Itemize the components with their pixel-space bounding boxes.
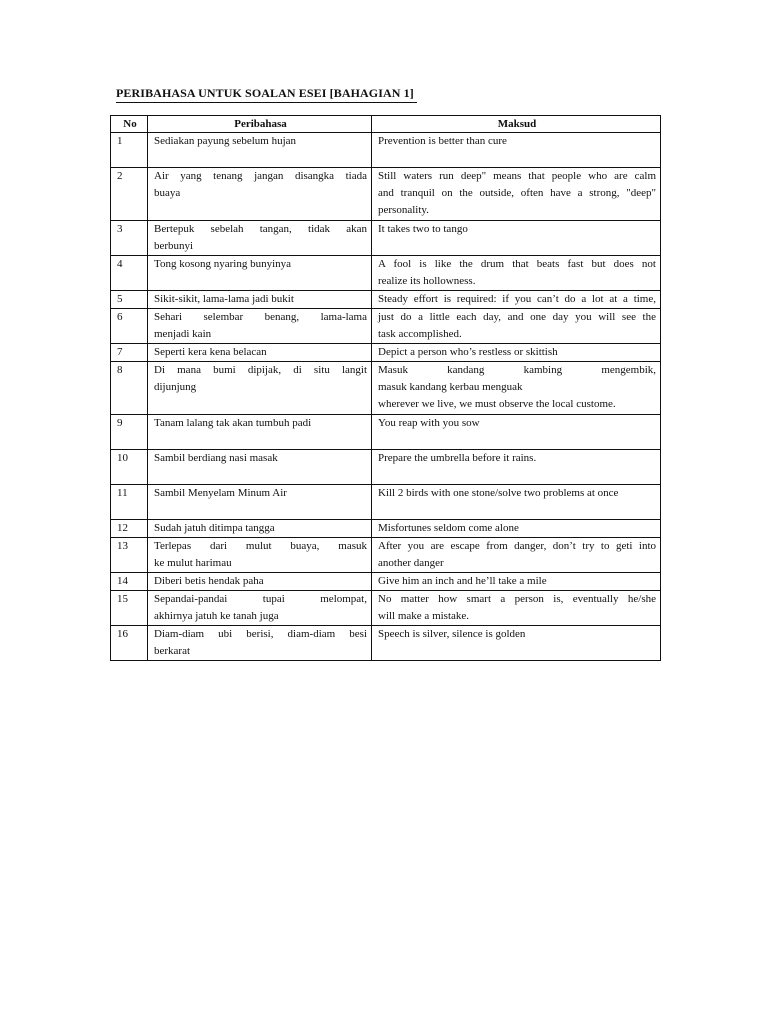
peribahasa-cell-line: berkarat [154,645,191,657]
peribahasa-cell [148,344,372,362]
table-row [111,450,661,485]
maksud-cell-line: task accomplished. [378,328,462,340]
peribahasa-cell [148,309,372,344]
peribahasa-cell-line: Sikit-sikit, lama-lama jadi bukit [154,293,294,305]
peribahasa-cell-line: ke mulut harimau [154,557,232,569]
row-number: 11 [111,485,148,520]
table-row [111,591,661,626]
row-number: 5 [111,291,148,309]
maksud-cell-line: Give him an inch and he’ll take a mile [378,575,547,587]
document-title: PERIBAHASA UNTUK SOALAN ESEI [BAHAGIAN 1] [116,86,417,103]
row-number: 8 [111,362,148,415]
peribahasa-cell-line: Bertepuk sebelah tangan, tidak akan [154,223,367,235]
maksud-cell [372,485,661,520]
maksud-cell-line: It takes two to tango [378,223,468,235]
maksud-cell-line: and tranquil on the outside, often have a strong, "deep" [378,187,656,199]
peribahasa-cell [148,168,372,221]
peribahasa-cell-line: Tong kosong nyaring bunyinya [154,258,292,270]
maksud-cell-line: just do a little each day, and one day you will see the [378,311,656,323]
row-number: 9 [111,415,148,450]
row-number: 12 [111,520,148,538]
maksud-cell [372,450,661,485]
peribahasa-cell [148,256,372,291]
row-number: 16 [111,626,148,661]
table-row [111,520,661,538]
header-maksud: Maksud [372,116,661,133]
peribahasa-cell [148,291,372,309]
maksud-cell-line: Prepare the umbrella before it rains. [378,452,537,464]
peribahasa-cell-line: akhirnya jatuh ke tanah juga [154,610,279,622]
peribahasa-cell-line: Tanam lalang tak akan tumbuh padi [154,417,312,429]
peribahasa-cell-line: dijunjung [154,381,197,393]
maksud-cell [372,221,661,256]
peribahasa-cell-line: buaya [154,187,181,199]
maksud-cell-line: No matter how smart a person is, eventually he/she [378,593,656,605]
maksud-cell-line: will make a mistake. [378,610,470,622]
row-number: 7 [111,344,148,362]
maksud-cell [372,415,661,450]
maksud-cell-line: Masuk kandang kambing mengembik, [378,364,656,376]
table-row [111,485,661,520]
maksud-cell-line: After you are escape from danger, don’t try to geti into [378,540,656,552]
peribahasa-cell-line: Sudah jatuh ditimpa tangga [154,522,275,534]
table-row [111,133,661,168]
table-row [111,626,661,661]
maksud-cell-line: Prevention is better than cure [378,135,507,147]
header-peribahasa: Peribahasa [148,116,372,133]
maksud-cell [372,256,661,291]
table-row [111,415,661,450]
row-number: 6 [111,309,148,344]
peribahasa-cell-line: Air yang tenang jangan disangka tiada [154,170,367,182]
maksud-cell [372,309,661,344]
maksud-cell-line: Kill 2 birds with one stone/solve two problems at once [378,487,619,499]
peribahasa-cell-line: Diberi betis hendak paha [154,575,264,587]
peribahasa-cell-line: menjadi kain [154,328,212,340]
maksud-cell [372,538,661,573]
maksud-cell-line: A fool is like the drum that beats fast but does not [378,258,656,270]
row-number: 2 [111,168,148,221]
maksud-cell [372,291,661,309]
table-row [111,291,661,309]
peribahasa-cell [148,362,372,415]
peribahasa-cell [148,626,372,661]
peribahasa-cell-line: Di mana bumi dipijak, di situ langit [154,364,367,376]
maksud-cell-line: You reap with you sow [378,417,480,429]
peribahasa-cell [148,133,372,168]
peribahasa-cell-line: Sambil berdiang nasi masak [154,452,278,464]
maksud-cell [372,591,661,626]
maksud-cell-line: wherever we live, we must observe the local custome. [378,398,616,410]
maksud-cell [372,133,661,168]
peribahasa-cell [148,415,372,450]
maksud-cell-line: Depict a person who’s restless or skittish [378,346,558,358]
table-header-row [111,116,661,133]
maksud-cell-line: personality. [378,204,429,216]
maksud-cell [372,168,661,221]
peribahasa-cell [148,538,372,573]
peribahasa-cell-line: berbunyi [154,240,194,252]
peribahasa-cell-line: Terlepas dari mulut buaya, masuk [154,540,367,552]
table-row [111,309,661,344]
maksud-cell-line: Still waters run deep" means that people who are calm [378,170,656,182]
peribahasa-cell-line: Diam-diam ubi berisi, diam-diam besi [154,628,367,640]
proverb-table [110,115,661,661]
peribahasa-cell-line: Seperti kera kena belacan [154,346,267,358]
peribahasa-cell [148,450,372,485]
peribahasa-cell-line: Sediakan payung sebelum hujan [154,135,297,147]
peribahasa-cell [148,591,372,626]
table-row [111,344,661,362]
peribahasa-cell-line: Sepandai-pandai tupai melompat, [154,593,367,605]
table-row [111,573,661,591]
header-no: No [111,116,148,133]
maksud-cell-line: Steady effort is required: if you can’t do a lot at a time, [378,293,656,305]
maksud-cell [372,573,661,591]
table-row [111,168,661,221]
table-row [111,221,661,256]
maksud-cell-line: another danger [378,557,444,569]
row-number: 14 [111,573,148,591]
row-number: 3 [111,221,148,256]
maksud-cell [372,626,661,661]
peribahasa-cell [148,520,372,538]
maksud-cell-line: Speech is silver, silence is golden [378,628,526,640]
table-row [111,362,661,415]
maksud-cell [372,362,661,415]
peribahasa-cell-line: Sehari selembar benang, lama-lama [154,311,367,323]
row-number: 13 [111,538,148,573]
maksud-cell-line: Misfortunes seldom come alone [378,522,519,534]
row-number: 15 [111,591,148,626]
row-number: 1 [111,133,148,168]
maksud-cell [372,344,661,362]
peribahasa-cell [148,221,372,256]
maksud-cell-line: realize its hollowness. [378,275,476,287]
maksud-cell [372,520,661,538]
peribahasa-cell [148,573,372,591]
row-number: 10 [111,450,148,485]
row-number: 4 [111,256,148,291]
table-row [111,538,661,573]
peribahasa-cell [148,485,372,520]
peribahasa-cell-line: Sambil Menyelam Minum Air [154,487,287,499]
table-row [111,256,661,291]
maksud-cell-line: masuk kandang kerbau menguak [378,381,523,393]
